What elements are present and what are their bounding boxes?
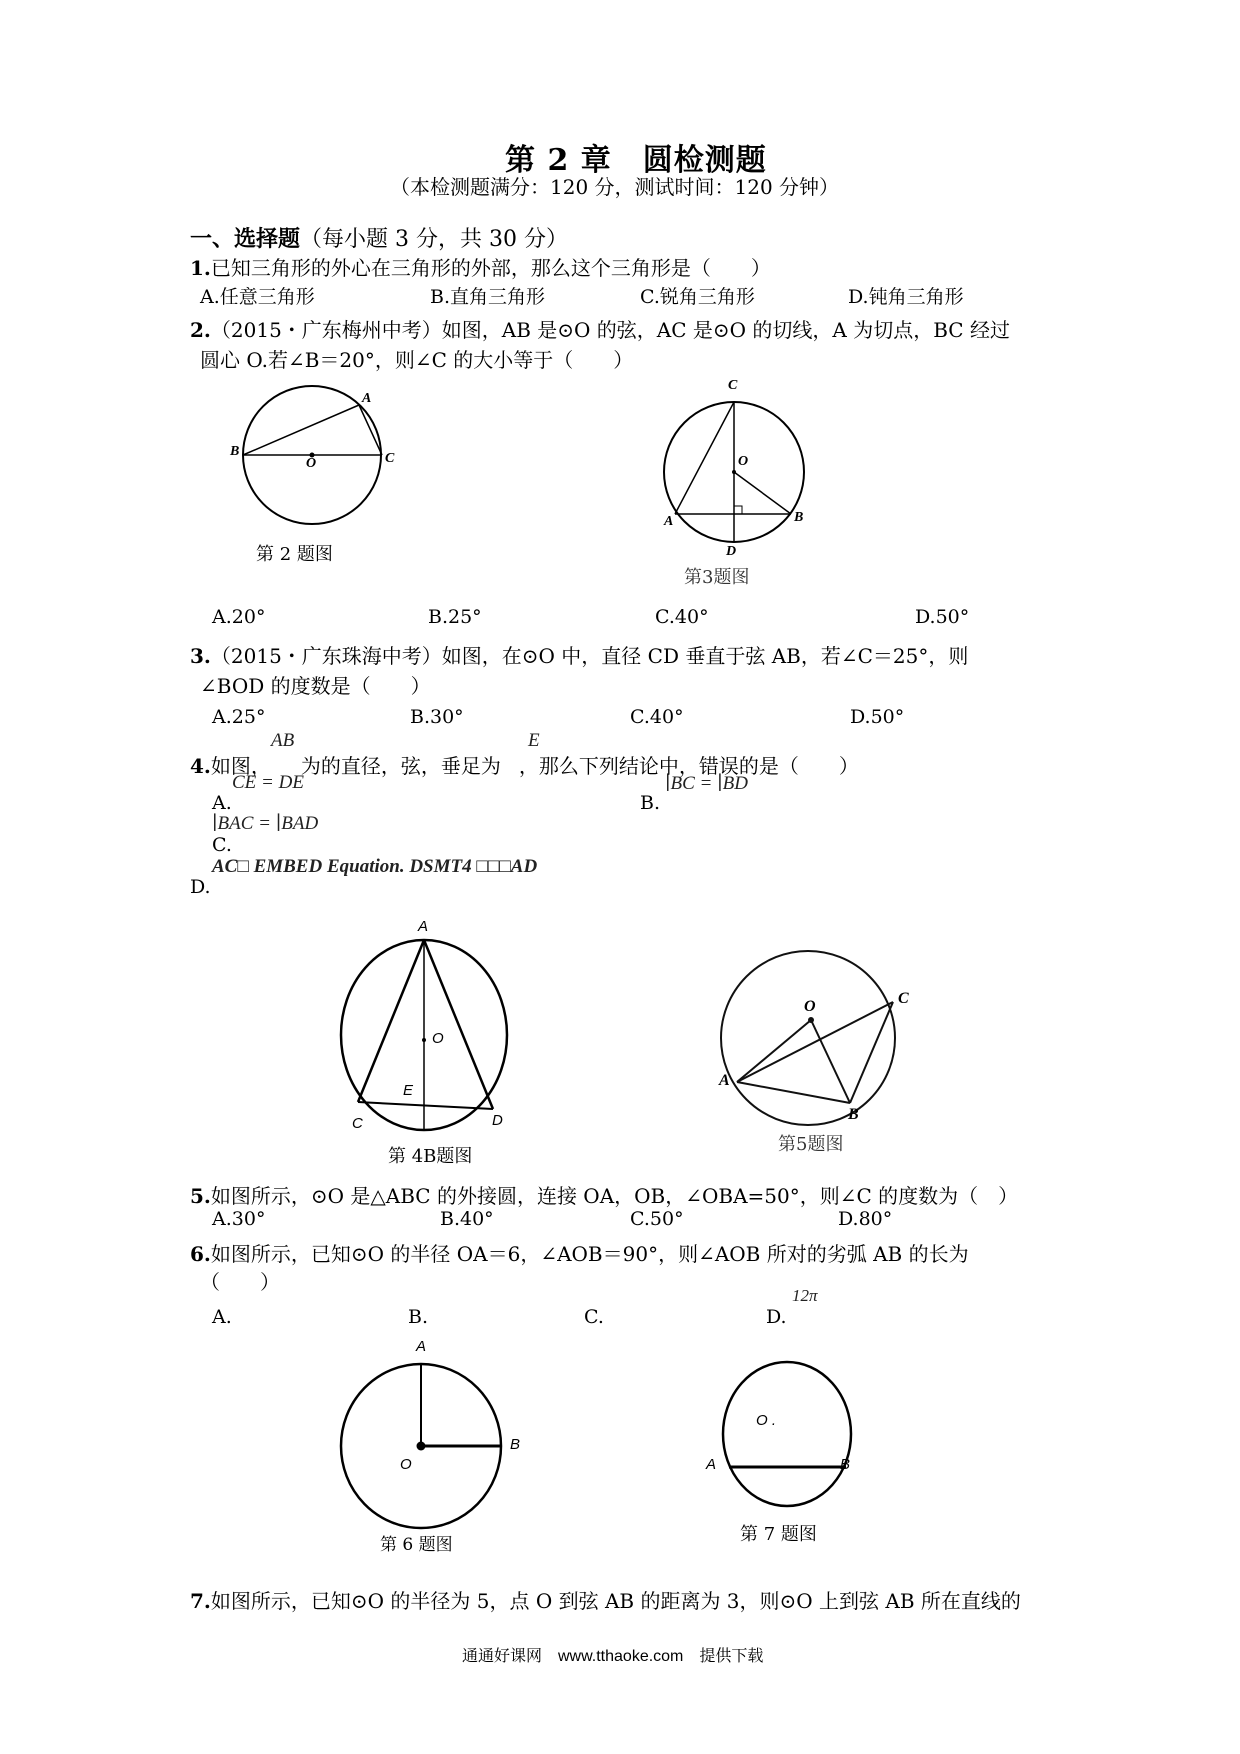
line-ca [675, 402, 734, 514]
question-6 [190, 1238, 969, 1267]
question-number: 2. [190, 318, 211, 342]
center-point [417, 1442, 426, 1451]
q3-option-b: B.30° [410, 706, 464, 728]
q4-option-d: D. [190, 876, 211, 898]
figure-6 [333, 1356, 513, 1536]
q4-eq-e: E [528, 730, 540, 751]
fig7-caption: 第 7 题图 [740, 1524, 817, 1545]
q6-option-c: C. [584, 1306, 604, 1328]
q2-option-c: C.40° [655, 606, 709, 628]
fig3-caption: 第3题图 [684, 567, 750, 588]
page-subtitle: （本检测题满分：120 分，测试时间：120 分钟） [390, 175, 840, 199]
center-point [808, 1017, 814, 1023]
question-stem-line1: 如图所示，已知⊙O 的半径 OA＝6，∠AOB＝90°，则∠AOB 所对的劣弧 AB 的长为 [210, 1242, 969, 1266]
q4-eq-c: ∣BAC = ∣BAD [212, 813, 319, 834]
figure-3 [660, 398, 820, 558]
fig5-label-a: A [719, 1072, 730, 1089]
q4-eq-b: ∣BC = ∣BD [665, 773, 748, 794]
q3-option-c: C.40° [630, 706, 684, 728]
question-7 [190, 1585, 1021, 1614]
question-stem-b: 为的直径，弦，垂足为 [300, 754, 501, 778]
q6-option-b: B. [408, 1306, 429, 1328]
fig3-label-c: C [728, 378, 738, 393]
fig7-label-b: B [840, 1456, 851, 1473]
question-number: 7. [190, 1589, 211, 1613]
page-footer: 通通好课网 www.tthaoke.com 提供下载 [462, 1648, 764, 1665]
fig5-label-b: B [848, 1106, 859, 1123]
q5-option-d: D.80° [838, 1208, 893, 1230]
fig2-label-a: A [362, 391, 372, 406]
question-number: 1. [190, 256, 211, 280]
question-2 [190, 314, 1010, 343]
q6-option-d: D. [766, 1306, 787, 1328]
fig4-caption: 第 4B题图 [388, 1146, 473, 1167]
q2-option-b: B.25° [428, 606, 482, 628]
fig2-label-b: B [230, 444, 240, 459]
tangent-ac [359, 405, 382, 455]
fig4-label-a: A [418, 918, 429, 935]
q2-option-a: A.20° [212, 606, 266, 628]
fig2-label-o: O [306, 456, 317, 471]
q4-option-b: B. [640, 792, 661, 814]
q3-option-a: A.25° [212, 706, 266, 728]
figure-7 [710, 1356, 860, 1516]
q1-option-c: C.锐角三角形 [640, 286, 755, 308]
question-5 [190, 1180, 1018, 1209]
question-stem-line1: （2015・广东珠海中考）如图，在⊙O 中，直径 CD 垂直于弦 AB，若∠C＝25°，则 [210, 644, 969, 668]
fig4-label-o: O [432, 1030, 444, 1047]
fig3-label-d: D [726, 544, 737, 559]
line-ab [737, 1082, 850, 1103]
q4-option-c: C. [212, 834, 232, 856]
right-angle-mark [734, 506, 742, 514]
fig5-caption: 第5题图 [778, 1134, 844, 1155]
fig3-label-a: A [664, 514, 674, 529]
question-3 [190, 640, 968, 669]
fig6-label-o: O [400, 1456, 412, 1473]
section-title: 一、选择题 [190, 226, 301, 252]
fig7-label-a: A [706, 1456, 717, 1473]
fig3-label-o: O [738, 454, 749, 469]
question-stem: 如图所示，⊙O 是△ABC 的外接圆，连接 OA，OB，∠OBA=50°，则∠C 的度数为（ ） [210, 1184, 1019, 1208]
q6-eq-d: 12π [792, 1286, 818, 1305]
question-stem-c: ，那么下列结论中，错误的是（ ） [518, 754, 859, 778]
circle [721, 951, 895, 1125]
q3-option-d: D.50° [850, 706, 905, 728]
center-point [732, 470, 736, 474]
line-ad [424, 940, 493, 1109]
q1-option-d: D.钝角三角形 [848, 286, 964, 308]
question-1 [190, 252, 771, 281]
question-stem: 如图所示，已知⊙O 的半径为 5，点 O 到弦 AB 的距离为 3，则⊙O 上到弦 AB 所在直线的 [210, 1589, 1021, 1613]
figure-5 [715, 950, 915, 1140]
q1-option-b: B.直角三角形 [430, 286, 546, 308]
center-point [422, 1038, 426, 1042]
fig5-label-c: C [898, 990, 909, 1007]
q4-eq-ab: AB [271, 730, 295, 751]
q4-option-a: A. [212, 792, 232, 814]
fig4-label-e: E [403, 1082, 414, 1099]
q4-eq-a: CE = DE [232, 772, 304, 793]
fig2-caption: 第 2 题图 [256, 544, 333, 565]
question-number: 3. [190, 644, 211, 668]
question-stem-line1: （2015・广东梅州中考）如图，AB 是⊙O 的弦，AC 是⊙O 的切线，A 为切点，BC 经过 [210, 318, 1010, 342]
question-number: 5. [190, 1184, 211, 1208]
question-stem-a: 如图， [210, 754, 271, 778]
line-ob [734, 472, 791, 514]
fig4-label-c: C [352, 1115, 363, 1132]
page-title: 第 2 章 圆检测题 [505, 143, 767, 178]
line-ob [811, 1020, 850, 1103]
q1-option-a: A.任意三角形 [200, 286, 315, 308]
line-oa [737, 1020, 811, 1082]
fig4-label-d: D [492, 1112, 503, 1129]
section-note: （每小题 3 分，共 30 分） [300, 227, 568, 252]
line-bc [850, 1002, 893, 1103]
question-2-line2: 圆心 O.若∠B＝20°，则∠C 的大小等于（ ） [200, 348, 634, 372]
question-number: 6. [190, 1242, 211, 1266]
chord-ab [243, 405, 359, 455]
fig6-caption: 第 6 题图 [380, 1535, 453, 1555]
q5-option-c: C.50° [630, 1208, 684, 1230]
fig7-label-o: O . [756, 1412, 777, 1429]
section-heading [190, 222, 568, 253]
circle [723, 1362, 851, 1506]
fig6-label-b: B [510, 1436, 521, 1453]
fig3-label-b: B [794, 510, 804, 525]
fig5-label-o: O [804, 998, 816, 1015]
question-6-line2: （ ） [200, 1270, 280, 1294]
fig2-label-c: C [385, 451, 395, 466]
chord-cd [358, 1102, 493, 1109]
q5-option-b: B.40° [440, 1208, 494, 1230]
q2-option-d: D.50° [915, 606, 970, 628]
question-stem: 已知三角形的外心在三角形的外部，那么这个三角形是（ ） [210, 256, 771, 280]
q5-option-a: A.30° [212, 1208, 266, 1230]
question-3-line2: ∠BOD 的度数是（ ） [200, 674, 431, 698]
q6-option-a: A. [212, 1306, 232, 1328]
q4-eq-d: AC□ EMBED Equation. DSMT4 □□□AD [212, 856, 538, 877]
fig6-label-a: A [416, 1338, 427, 1355]
question-number: 4. [190, 754, 211, 778]
